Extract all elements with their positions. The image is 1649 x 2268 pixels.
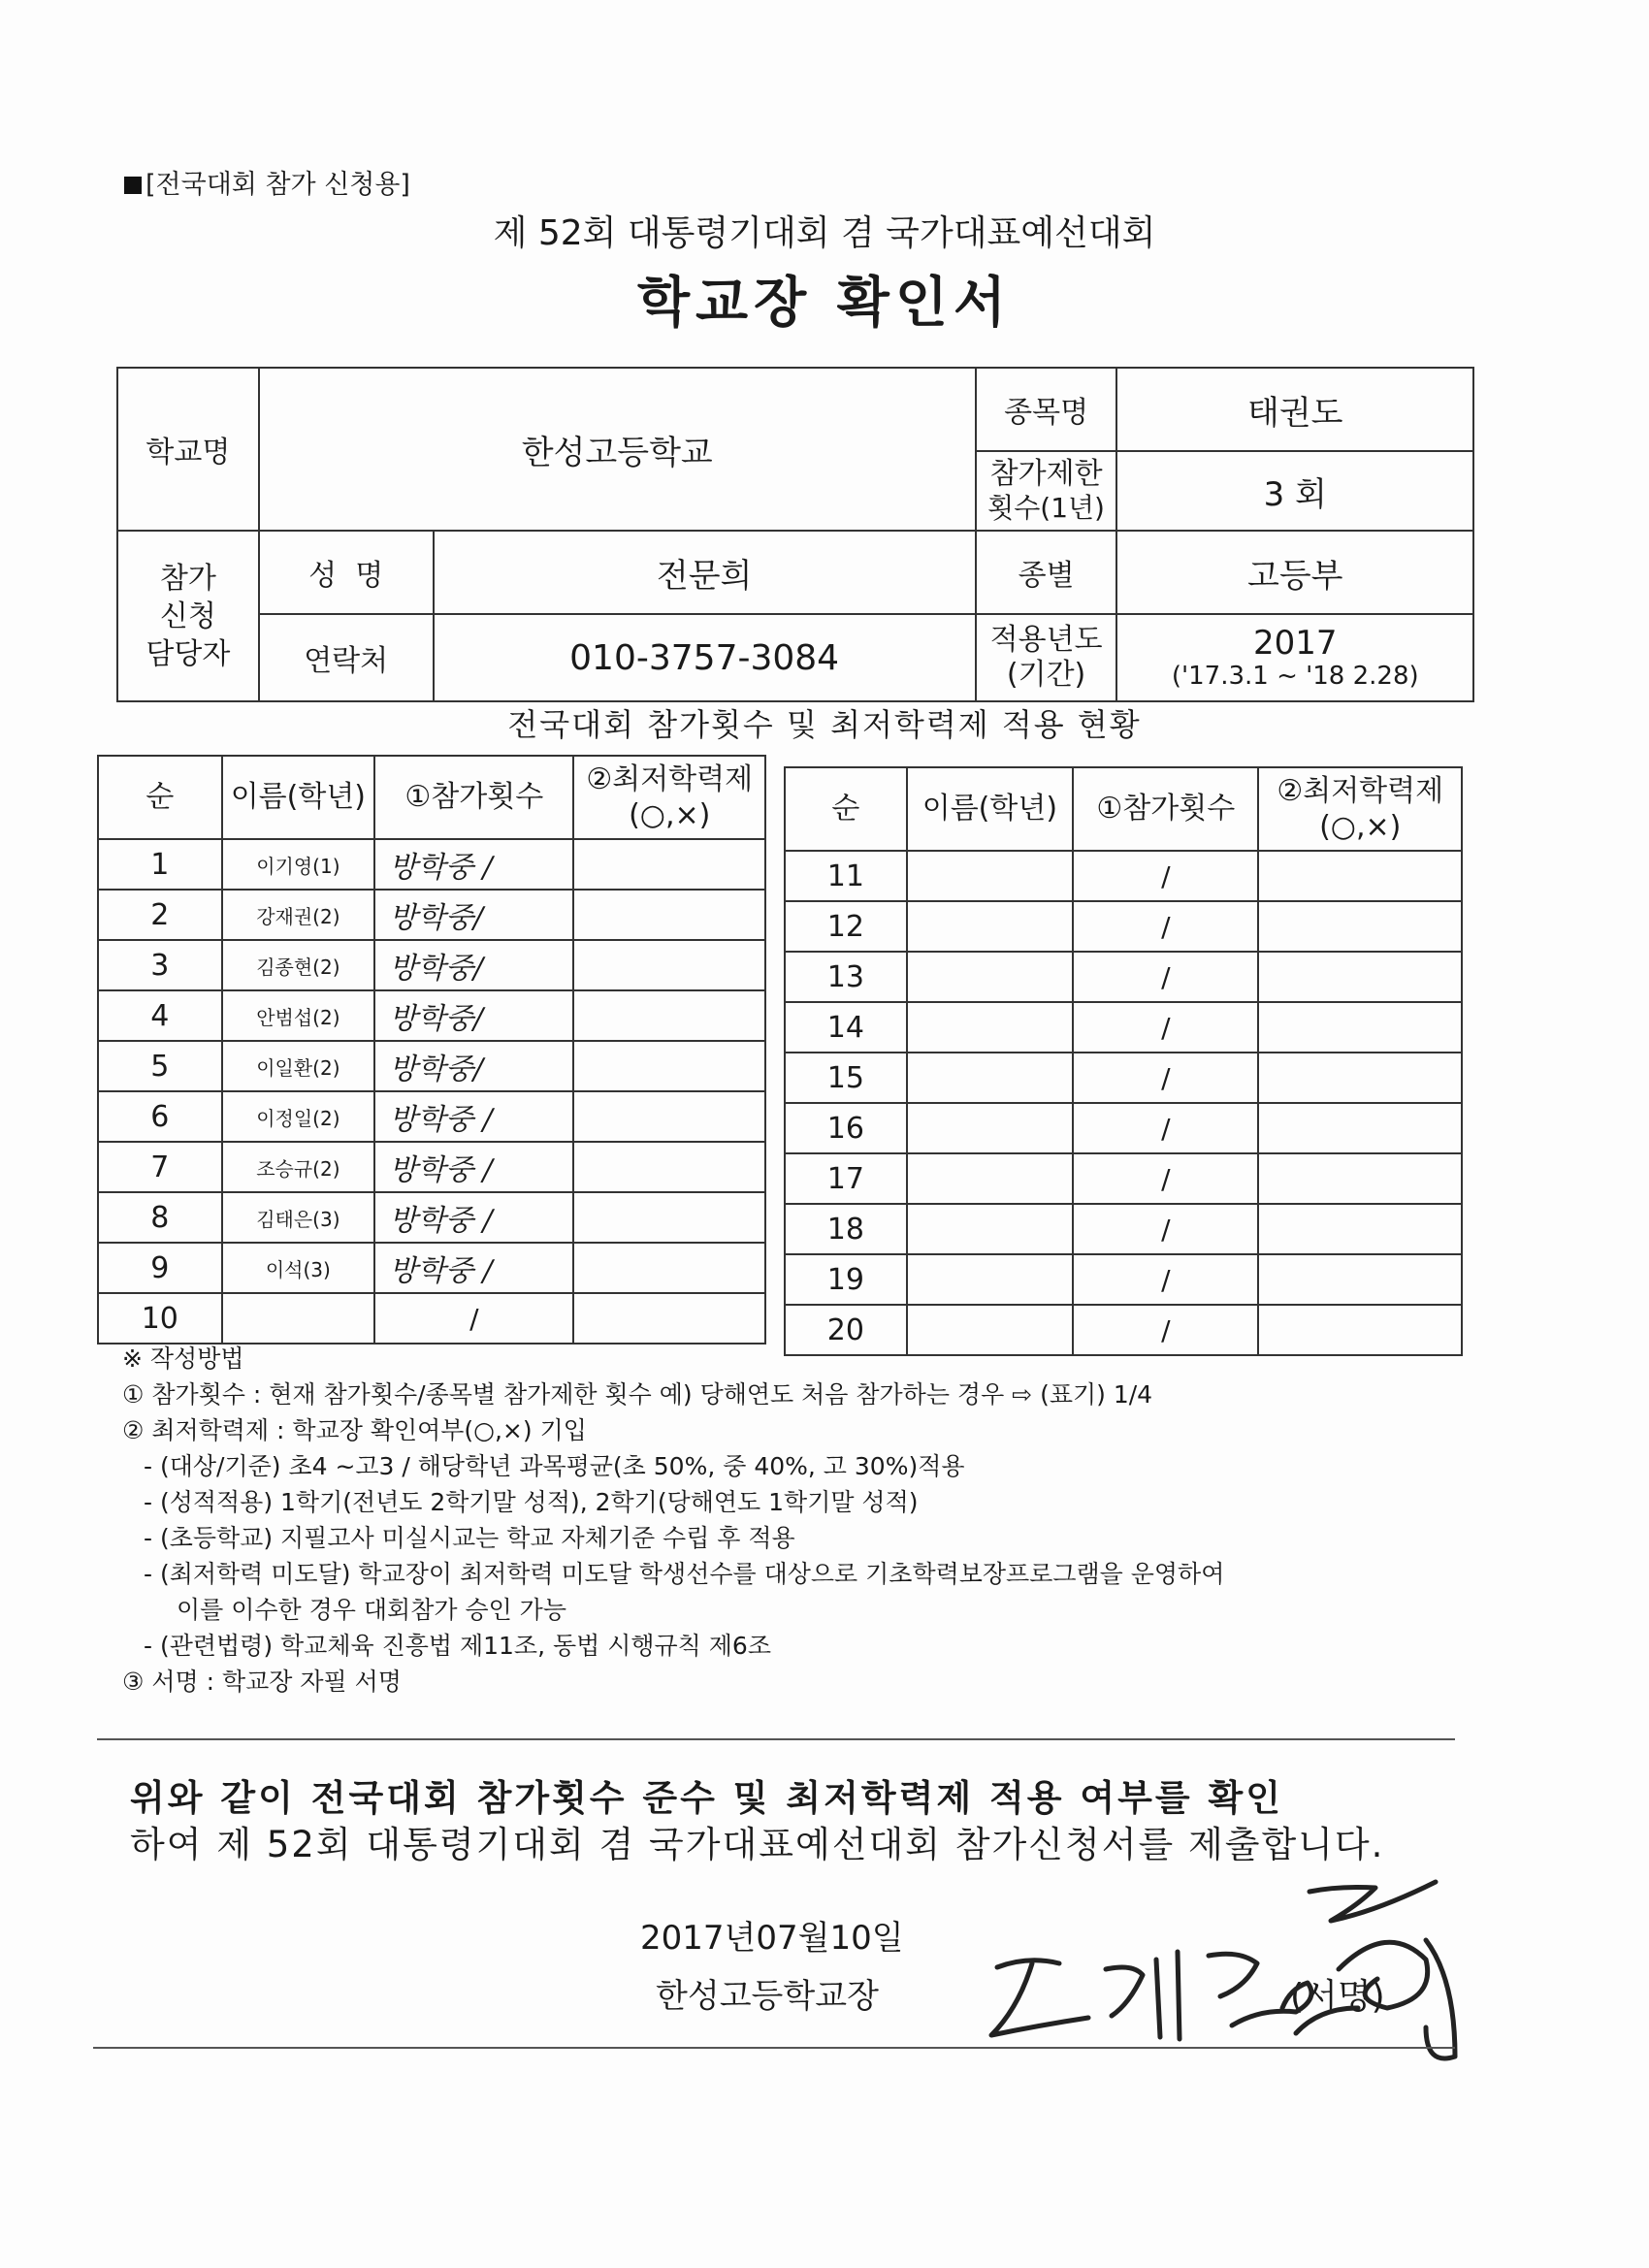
- row-name: [907, 851, 1073, 901]
- signer: 한성고등학교장: [656, 1977, 879, 2016]
- row-count: /: [1073, 1204, 1258, 1254]
- row-name: 이석(3): [222, 1243, 375, 1293]
- year-label-line2: (기간): [1006, 658, 1086, 692]
- note-3: - (대상/기준) 초4 ~고3 / 해당학년 과목평균(초 50%, 중 40%, 고 30%)적용: [144, 1452, 965, 1480]
- table-row: [785, 1053, 1462, 1103]
- table-row: [785, 1254, 1462, 1305]
- row-count: 방학중 /: [374, 1243, 573, 1293]
- sign-label: (서명): [1290, 1977, 1385, 2017]
- row-count: /: [1073, 901, 1258, 952]
- roster-table-right: [784, 766, 1463, 1356]
- note-1: ① 참가횟수 : 현재 참가횟수/종목별 참가제한 횟수 예) 당해연도 처음 참가하는 경우 ⇨ (표기) 1/4: [122, 1380, 1153, 1409]
- submission-date: 2017년07월10일: [640, 1919, 904, 1958]
- table-row: [785, 1153, 1462, 1204]
- form-tag-text: [전국대회 참가 신청용]: [146, 170, 410, 200]
- row-name: 이기영(1): [222, 839, 375, 890]
- header-name: 이름(학년): [222, 756, 375, 839]
- header-name: 이름(학년): [907, 767, 1073, 851]
- row-count: /: [374, 1293, 573, 1344]
- row-name: [907, 901, 1073, 952]
- row-min-academic: [573, 990, 765, 1041]
- table-row: [98, 890, 765, 940]
- header-min-line2: (○,×): [1319, 810, 1402, 844]
- notes-heading: ※ 작성방법: [122, 1345, 244, 1373]
- contact-person-label-line3: 담당자: [146, 636, 231, 671]
- table-row: [785, 952, 1462, 1002]
- row-count: 방학중 /: [374, 1192, 573, 1243]
- row-min-academic: [1258, 1053, 1462, 1103]
- row-no: 2: [98, 890, 222, 940]
- division-value: 고등부: [1116, 531, 1473, 614]
- row-min-academic: [1258, 1204, 1462, 1254]
- event-label: 종목명: [976, 368, 1117, 451]
- header-min-line1: ②최저학력제: [1277, 773, 1444, 808]
- row-min-academic: [1258, 1103, 1462, 1153]
- row-no: 12: [785, 901, 907, 952]
- row-count: 방학중/: [374, 940, 573, 990]
- table-row: [98, 1243, 765, 1293]
- table-row: [785, 1103, 1462, 1153]
- row-name: [907, 952, 1073, 1002]
- row-count: 방학중 /: [374, 839, 573, 890]
- table-row: [98, 990, 765, 1041]
- table-row: [98, 940, 765, 990]
- row-no: 19: [785, 1254, 907, 1305]
- row-no: 20: [785, 1305, 907, 1355]
- row-min-academic: [1258, 1254, 1462, 1305]
- contact-person-label-line2: 신청: [159, 599, 216, 633]
- note-2: ② 최저학력제 : 학교장 확인여부(○,×) 기입: [122, 1416, 587, 1444]
- row-name: 이일환(2): [222, 1041, 375, 1091]
- table-row: [98, 1142, 765, 1192]
- row-no: 9: [98, 1243, 222, 1293]
- row-name: [907, 1002, 1073, 1053]
- year-value: 2017: [1252, 623, 1338, 663]
- row-name: [907, 1254, 1073, 1305]
- roster-header-row: [98, 756, 765, 839]
- row-min-academic: [573, 1243, 765, 1293]
- name-value: 전문희: [434, 531, 976, 614]
- row-name: 김태은(3): [222, 1192, 375, 1243]
- row-no: 5: [98, 1041, 222, 1091]
- statement-line1: 위와 같이 전국대회 참가횟수 준수 및 최저학력제 적용 여부를 확인: [130, 1777, 1283, 1819]
- year-label: [976, 614, 1117, 701]
- note-5: - (초등학교) 지필고사 미실시교는 학교 자체기준 수립 후 적용: [144, 1524, 795, 1552]
- year-value-cell: [1116, 614, 1473, 701]
- header-min-academic: [573, 756, 765, 839]
- name-label: 성 명: [259, 531, 434, 614]
- row-no: 4: [98, 990, 222, 1041]
- table-row: [98, 1293, 765, 1344]
- row-name: [907, 1153, 1073, 1204]
- row-min-academic: [573, 890, 765, 940]
- row-count: /: [1073, 851, 1258, 901]
- row-no: 3: [98, 940, 222, 990]
- note-7: 이를 이수한 경우 대회참가 승인 가능: [177, 1596, 566, 1624]
- form-tag: [124, 163, 410, 201]
- phone-label: 연락처: [259, 614, 434, 701]
- instructions: [122, 1341, 1480, 1700]
- row-no: 15: [785, 1053, 907, 1103]
- row-no: 1: [98, 839, 222, 890]
- row-count: /: [1073, 1305, 1258, 1355]
- row-no: 11: [785, 851, 907, 901]
- roster-header-row: [785, 767, 1462, 851]
- row-min-academic: [1258, 851, 1462, 901]
- row-no: 7: [98, 1142, 222, 1192]
- row-name: 조승규(2): [222, 1142, 375, 1192]
- statement: [130, 1775, 1469, 1868]
- row-min-academic: [1258, 901, 1462, 952]
- row-count: /: [1073, 1254, 1258, 1305]
- row-name: [222, 1293, 375, 1344]
- row-name: 이정일(2): [222, 1091, 375, 1142]
- row-count: /: [1073, 952, 1258, 1002]
- row-no: 6: [98, 1091, 222, 1142]
- row-name: [907, 1103, 1073, 1153]
- school-label: 학교명: [117, 368, 259, 531]
- row-min-academic: [573, 1142, 765, 1192]
- document-title: 학교장 확인서: [636, 272, 1013, 335]
- table-row: [785, 901, 1462, 952]
- row-name: 안범섭(2): [222, 990, 375, 1041]
- header-count: ①참가횟수: [1073, 767, 1258, 851]
- limit-label-line2: 횟수(1년): [987, 492, 1105, 525]
- table-row: [98, 1192, 765, 1243]
- header-count: ①참가횟수: [374, 756, 573, 839]
- contact-person-label-line1: 참가: [159, 561, 216, 596]
- row-count: /: [1073, 1103, 1258, 1153]
- row-min-academic: [573, 1293, 765, 1344]
- event-value: 태권도: [1116, 368, 1473, 451]
- row-no: 18: [785, 1204, 907, 1254]
- table-row: [98, 1041, 765, 1091]
- table-row: [785, 1002, 1462, 1053]
- handwritten-signature: [970, 1863, 1474, 2095]
- info-table: [116, 367, 1474, 702]
- document-subtitle: 제 52회 대통령기대회 겸 국가대표예선대회: [493, 213, 1156, 253]
- row-count: 방학중 /: [374, 1142, 573, 1192]
- phone-value: 010-3757-3084: [434, 614, 976, 701]
- row-count: /: [1073, 1002, 1258, 1053]
- header-no: 순: [98, 756, 222, 839]
- row-no: 16: [785, 1103, 907, 1153]
- row-no: 14: [785, 1002, 907, 1053]
- row-min-academic: [1258, 952, 1462, 1002]
- table-row: [785, 851, 1462, 901]
- row-count: /: [1073, 1153, 1258, 1204]
- row-count: 방학중/: [374, 990, 573, 1041]
- year-label-line1: 적용년도: [989, 623, 1103, 657]
- note-9: ③ 서명 : 학교장 자필 서명: [122, 1668, 402, 1696]
- row-name: [907, 1053, 1073, 1103]
- row-min-academic: [573, 839, 765, 890]
- row-count: 방학중/: [374, 890, 573, 940]
- year-period: ('17.3.1 ~ '18 2.28): [1171, 661, 1419, 691]
- header-no: 순: [785, 767, 907, 851]
- table-row: [98, 839, 765, 890]
- limit-label: [976, 451, 1117, 531]
- header-min-line1: ②최저학력제: [586, 761, 754, 796]
- row-min-academic: [1258, 1153, 1462, 1204]
- row-min-academic: [1258, 1002, 1462, 1053]
- limit-value: 3 회: [1116, 451, 1473, 531]
- row-min-academic: [573, 940, 765, 990]
- row-count: /: [1073, 1053, 1258, 1103]
- row-no: 17: [785, 1153, 907, 1204]
- division-label: 종별: [976, 531, 1117, 614]
- row-name: [907, 1204, 1073, 1254]
- row-no: 13: [785, 952, 907, 1002]
- note-8: - (관련법령) 학교체육 진흥법 제11조, 동법 시행규칙 제6조: [144, 1632, 771, 1660]
- row-count: 방학중 /: [374, 1091, 573, 1142]
- row-name: 김종현(2): [222, 940, 375, 990]
- row-no: 8: [98, 1192, 222, 1243]
- note-6: - (최저학력 미도달) 학교장이 최저학력 미도달 학생선수를 대상으로 기초학력보장프로그램을 운영하여: [144, 1560, 1225, 1588]
- table-row: [98, 1091, 765, 1142]
- divider-top: [97, 1738, 1455, 1740]
- row-min-academic: [573, 1041, 765, 1091]
- note-4: - (성적적용) 1학기(전년도 2학기말 성적), 2학기(당해연도 1학기말 성적): [144, 1488, 919, 1516]
- divider-bottom: [93, 2047, 1455, 2049]
- row-name: 강재권(2): [222, 890, 375, 940]
- roster-table-left: [97, 755, 766, 1345]
- row-min-academic: [573, 1091, 765, 1142]
- row-no: 10: [98, 1293, 222, 1344]
- header-min-academic: [1258, 767, 1462, 851]
- statement-line2: 하여 제 52회 대통령기대회 겸 국가대표예선대회 참가신청서를 제출합니다.: [130, 1824, 1385, 1865]
- table-row: [785, 1204, 1462, 1254]
- square-bullet-icon: [124, 177, 142, 194]
- school-value: 한성고등학교: [259, 368, 976, 531]
- limit-label-line1: 참가제한: [989, 457, 1103, 492]
- header-min-line2: (○,×): [629, 798, 711, 832]
- section-title: 전국대회 참가횟수 및 최저학력제 적용 현황: [507, 706, 1142, 743]
- row-min-academic: [573, 1192, 765, 1243]
- row-count: 방학중/: [374, 1041, 573, 1091]
- contact-person-label: [117, 531, 259, 701]
